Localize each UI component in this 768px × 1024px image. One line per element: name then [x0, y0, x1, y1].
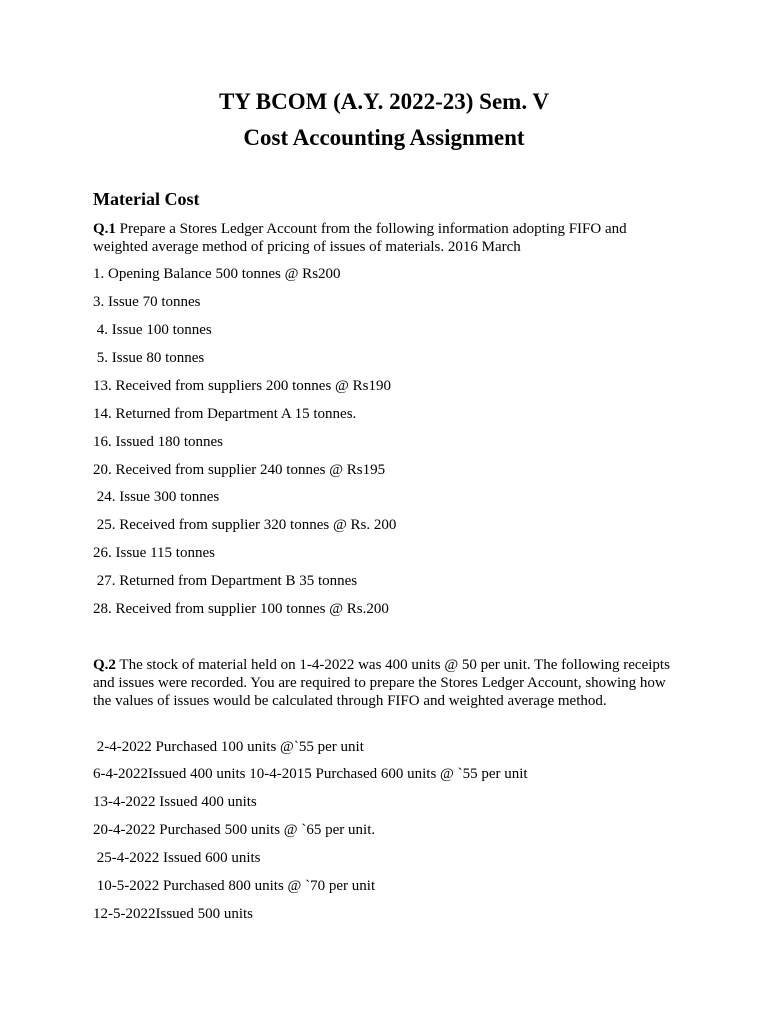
q2-list-item: 25-4-2022 Issued 600 units	[93, 850, 261, 866]
q1-list-item: 16. Issued 180 tonnes	[93, 434, 223, 450]
question-2-text	[93, 656, 673, 710]
q1-list-item: 14. Returned from Department A 15 tonnes.	[93, 406, 357, 422]
q1-list-item: 27. Returned from Department B 35 tonnes	[93, 573, 358, 589]
q2-list-item: 12-5-2022Issued 500 units	[93, 906, 253, 922]
section-heading: Material Cost	[93, 189, 200, 209]
question-1-label: Q.1	[93, 221, 116, 237]
q1-list-item: 5. Issue 80 tonnes	[93, 350, 205, 366]
q1-list-item: 20. Received from supplier 240 tonnes @ Rs195	[93, 462, 386, 478]
question-2-body: The stock of material held on 1-4-2022 was 400 units @ 50 per unit. The following receipts and issues were recorded. You are required to prepare the Stores Ledger Account, showing how the values of issues would be calculated through FIFO and weighted average method.	[93, 657, 670, 709]
q2-list-item: 13-4-2022 Issued 400 units	[93, 794, 257, 810]
q1-list-item: 24. Issue 300 tonnes	[93, 489, 220, 505]
q1-list-item: 3. Issue 70 tonnes	[93, 294, 201, 310]
q2-list-item: 10-5-2022 Purchased 800 units @ `70 per unit	[93, 878, 376, 894]
document-title: TY BCOM (A.Y. 2022-23) Sem. V	[218, 89, 550, 114]
q1-list-item: 26. Issue 115 tonnes	[93, 545, 215, 561]
question-2-label: Q.2	[93, 657, 116, 673]
q2-list-item: 6-4-2022Issued 400 units 10-4-2015 Purchased 600 units @ `55 per unit	[93, 766, 528, 782]
q1-list-item: 25. Received from supplier 320 tonnes @ Rs. 200	[93, 517, 397, 533]
q1-list-item: 28. Received from supplier 100 tonnes @ Rs.200	[93, 601, 389, 617]
question-1-body: Prepare a Stores Ledger Account from the following information adopting FIFO and weighted average method of pricing of issues of materials. 2016 March	[93, 221, 627, 255]
q1-list-item: 13. Received from suppliers 200 tonnes @ Rs190	[93, 378, 391, 394]
question-1-text	[93, 220, 673, 256]
q2-list-item: 20-4-2022 Purchased 500 units @ `65 per unit.	[93, 822, 376, 838]
q1-list-item: 4. Issue 100 tonnes	[93, 322, 212, 338]
q2-list-item: 2-4-2022 Purchased 100 units @`55 per unit	[93, 739, 364, 755]
document-subtitle: Cost Accounting Assignment	[243, 125, 525, 150]
q1-list-item: 1. Opening Balance 500 tonnes @ Rs200	[93, 266, 341, 282]
